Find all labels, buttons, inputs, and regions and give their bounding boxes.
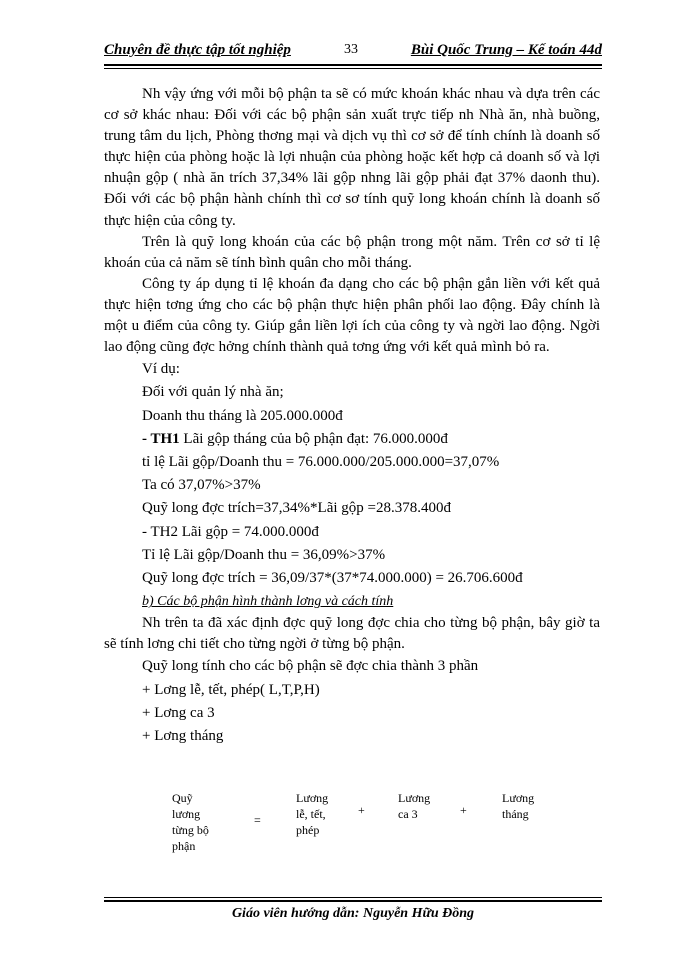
footer-rule-thick xyxy=(104,900,602,902)
document-body xyxy=(104,84,600,748)
formula-plus-2: + xyxy=(460,803,467,817)
formula-lhs: Quỹ lương từng bộ phận xyxy=(172,791,209,853)
formula-term-1: Lương lễ, tết, phép xyxy=(296,791,329,837)
footer-rule-thin xyxy=(104,897,602,898)
example-fund-1: Quỹ long đợc trích=37,34%*Lãi gộp =28.378.400đ xyxy=(142,500,451,517)
example-ratio-1: tỉ lệ Lãi gộp/Doanh thu = 76.000.000/205.000.000=37,07% xyxy=(142,454,500,471)
example-compare: Ta có 37,07%>37% xyxy=(142,477,261,494)
example-label: Ví dụ: xyxy=(142,361,180,378)
page-header xyxy=(104,42,602,62)
paragraph-2: Trên là quỹ long khoán của các bộ phận trong một năm. Trên cơ sở tỉ lệ khoán của cả năm sẽ tính bình quân cho mỗi tháng. xyxy=(104,233,600,271)
example-case-1 xyxy=(104,428,600,451)
paragraph-1: Nh vậy ứng với mỗi bộ phận ta sẽ có mức khoán khác nhau và dựa trên các cơ sở khác nhau: Đối với các bộ phận sản xuất trực tiếp nh Nhà ăn, nhà buồng, trung tâm du lịch, Phòng thơng mại và dịch vụ thì cơ sở để tính chính là doanh số thực hiện của phòng hoặc là lợi nhuận của phòng hoặc kết hợp cả doanh số và lợi nhuận gộp ( nhà ăn trích 37,34% lãi gộp nhng lãi gộp phải đạt 37% daonh thu). Đối với các bộ phận hành chính thì cơ sơ tính quỹ long khoán chính là doanh số thực hiện của công ty. xyxy=(104,86,600,229)
example-fund-2: Quỹ long đợc trích = 36,09/37*(37*74.000.000) = 26.706.600đ xyxy=(142,570,523,587)
bullet-item: + Lơng tháng xyxy=(142,728,224,745)
case-1-text: Lãi gộp tháng của bộ phận đạt: 76.000.000đ xyxy=(179,430,448,447)
section-b-paragraph-1: Nh trên ta đã xác định đợc quỹ long đợc chia cho từng bộ phận, bây giờ ta sẽ tính lơng chi tiết cho từng ngời ở từng bộ phận. xyxy=(104,615,600,653)
formula-plus-1: + xyxy=(358,803,365,817)
page-number: 33 xyxy=(344,42,358,57)
section-b-heading: b) Các bộ phận hình thành lơng và cách tính xyxy=(142,594,394,610)
bullet-item: + Lơng ca 3 xyxy=(142,704,215,721)
example-subject: Đối với quản lý nhà ăn; xyxy=(142,384,284,401)
example-case-2: - TH2 Lãi gộp = 74.000.000đ xyxy=(142,523,319,540)
formula-equals: = xyxy=(254,813,261,827)
formula-term-2: Lương ca 3 xyxy=(398,791,431,821)
section-b-paragraph-2: Quỹ long tính cho các bộ phận sẽ đợc chia thành 3 phần xyxy=(142,658,479,675)
formula-term-3: Lương tháng xyxy=(502,791,535,821)
example-revenue: Doanh thu tháng là 205.000.000đ xyxy=(142,407,343,424)
example-ratio-2: Tỉ lệ Lãi gộp/Doanh thu = 36,09%>37% xyxy=(142,546,386,563)
header-title: Chuyên đề thực tập tốt nghiệp xyxy=(104,42,291,58)
page-footer: Giáo viên hướng dẫn: Nguyễn Hữu Đồng xyxy=(231,906,475,921)
header-rule-thin xyxy=(104,68,602,69)
paragraph-3: Công ty áp dụng tỉ lệ khoán đa dạng cho các bộ phận gắn liền với kết quả thực hiện tơng ứng cho các bộ phận thực hiện phân phối lao động. Đây chính là một u điểm của công ty. Giúp gắn liền lợi ích của công ty và ngời lao động. Ngời lao động cũng đợc hởng chính thành quả tơng ứng với kết quả mình bỏ ra. xyxy=(104,275,600,356)
header-rule-thick xyxy=(104,64,602,66)
bullet-item: + Lơng lễ, tết, phép( L,T,P,H) xyxy=(142,681,320,698)
case-1-label: - TH1 xyxy=(142,430,180,447)
header-author: Bùi Quốc Trung – Kế toán 44d xyxy=(410,42,602,58)
salary-formula xyxy=(104,790,600,860)
